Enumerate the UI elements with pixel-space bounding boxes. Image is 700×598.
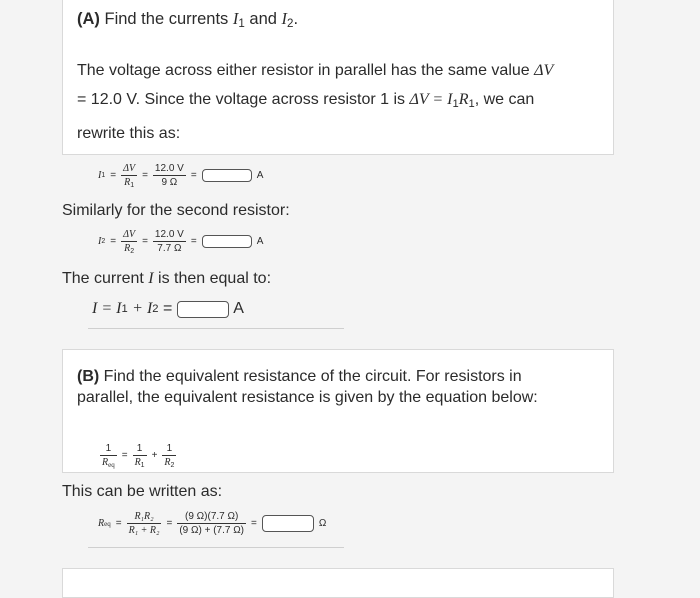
i2-answer-input[interactable] [202,235,252,248]
similarly-text: Similarly for the second resistor: [62,202,290,219]
written-text: This can be written as: [62,483,223,500]
part-b-heading: (B) Find the equivalent resistance of the circuit. For resistors in parallel, the equivalent resistance is given by the equation below: [77,368,538,406]
req-unit: Ω [318,518,327,529]
part-a-paragraph: The voltage across either resistor in parallel has the same value ΔV = 12.0 V. Since the voltage across resistor 1 is $\Delta V = I_1R_1$, we can rewrite this as: [77,62,554,142]
total-current-unit: A [233,300,244,317]
fraction-dv-r1: $\frac{\Delta V}{R_1}$ [123,163,136,189]
current-text: The current I is then equal to: [62,270,272,287]
fraction-r-symbols: $\frac{\text{R₁R₂}}{\text{R₁ + R₂}}$ [128,511,160,536]
fraction-r-values: $\frac{(9 \Omega)(7.7 \Omega)}{(9 \Omega) + (7.7 \Omega)}$ [179,511,245,536]
fraction-values-i2: $\frac{12.0 V}{7.7 \Omega}$ [154,229,184,255]
fraction-values-i1: $\frac{12.0 V}{9 \Omega}$ [154,163,184,189]
part-a-heading: (A) Find the currents $I_1$ and $I_2$. [77,9,299,30]
divider-a [88,328,344,329]
total-current-answer-input[interactable] [177,301,229,318]
equation-i1: I 1 = $\frac{\Delta V}{R_1}$ = $\frac{12.0 V}{9 \Omega}$ = A [98,163,264,189]
i2-unit: A [256,236,264,248]
fraction-dv-r2: $\frac{\Delta V}{R_2}$ [123,229,136,255]
i1-unit: A [256,170,264,182]
next-part-card [62,568,614,598]
equation-req: R eq = $\frac{\text{R₁R₂}}{\text{R₁ + R₂}}$ = $\frac{(9 \Omega)(7.7 \Omega)}{(9 \Omega) + (7.7 \Omega)}$ = Ω [98,511,327,536]
equation-i2: I 2 = $\frac{\Delta V}{R_2}$ = $\frac{12.0 V}{7.7 \Omega}$ = A [98,229,264,255]
divider-b [88,547,344,548]
equation-req-reciprocal: $\frac{1}{R_{eq}}$ = $\frac{1}{R_1}$ + $\frac{1}{R_2}$ [102,443,175,469]
i1-answer-input[interactable] [202,169,252,182]
equation-total-current: I = I 1 + I 2 = A [92,300,244,317]
req-answer-input[interactable] [262,515,314,532]
